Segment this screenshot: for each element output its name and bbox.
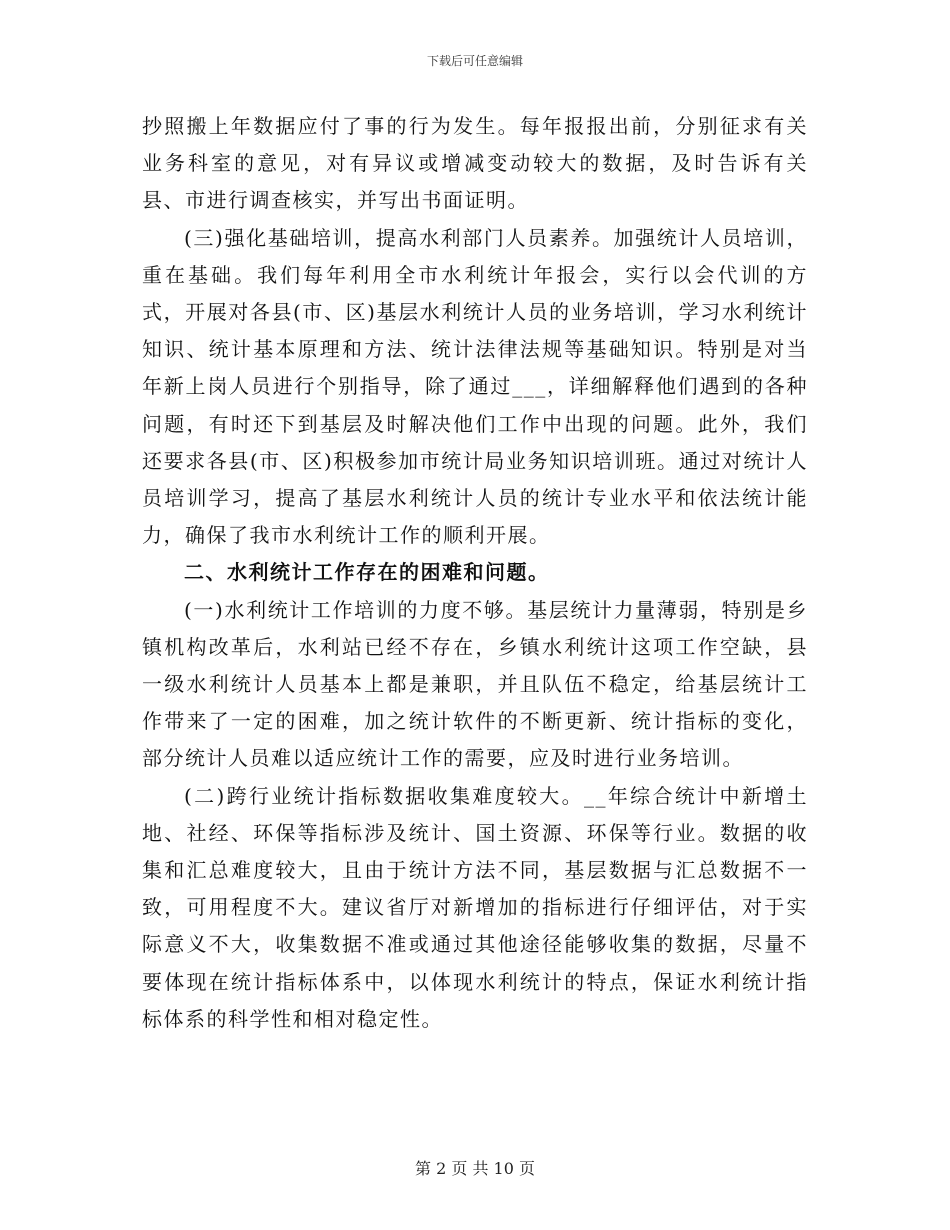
page-number: 第 2 页 共 10 页 [415, 1159, 535, 1178]
document-body [142, 108, 808, 1038]
paragraph-basic-training: (三)强化基础培训，提高水利部门人员素养。加强统计人员培训，重在基础。我们每年利用全市水利统计年报会，实行以会代训的方式，开展对各县(市、区)基层水利统计人员的业务培训，学习水利统计知识、统计基本原理和方法、统计法律法规等基础知识。特别是对当年新上岗人员进行个别指导，除了通过___，详细解释他们遇到的各种问题，有时还下到基层及时解决他们工作中出现的问题。此外，我们还要求各县(市、区)积极参加市统计局业务知识培训班。通过对统计人员培训学习，提高了基层水利统计人员的统计专业水平和依法统计能力，确保了我市水利统计工作的顺利开展。 [142, 225, 808, 548]
section-heading: 二、水利统计工作存在的困难和问题。 [184, 560, 550, 585]
paragraph-training-insufficient: (一)水利统计工作培训的力度不够。基层统计力量薄弱，特别是乡镇机构改革后，水利站已经不存在，乡镇水利统计这项工作空缺，县一级水利统计人员基本上都是兼职，并且队伍不稳定，给基层统计工作带来了一定的困难，加之统计软件的不断更新、统计指标的变化，部分统计人员难以适应统计工作的需要，应及时进行业务培训。 [142, 597, 808, 771]
paragraph-cross-industry-data: (二)跨行业统计指标数据收集难度较大。__年综合统计中新增土地、社经、环保等指标涉及统计、国土资源、环保等行业。数据的收集和汇总难度较大，且由于统计方法不同，基层数据与汇总数据不一致，可用程度不大。建议省厅对新增加的指标进行仔细评估，对于实际意义不大，收集数据不准或通过其他途径能够收集的数据，尽量不要体现在统计指标体系中，以体现水利统计的特点，保证水利统计指标体系的科学性和相对稳定性。 [142, 783, 808, 1031]
page-header: 下载后可任意编辑 [426, 54, 523, 68]
paragraph-continuation: 抄照搬上年数据应付了事的行为发生。每年报报出前，分别征求有关业务科室的意见，对有异议或增减变动较大的数据，及时告诉有关县、市进行调查核实，并写出书面证明。 [142, 114, 808, 213]
